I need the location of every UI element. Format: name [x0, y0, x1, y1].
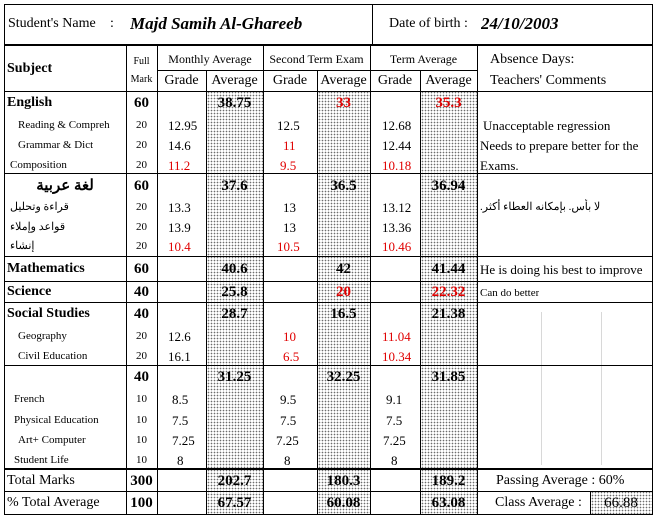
french-second: 9.5 — [280, 391, 297, 407]
math-term-average: 41.44 — [431, 260, 466, 277]
art-term: 7.25 — [383, 432, 406, 448]
geography-term: 11.04 — [382, 328, 411, 344]
full-mark-header-2: Mark — [130, 74, 153, 85]
pe-full: 10 — [136, 413, 147, 426]
term-grade-header: Grade — [377, 73, 413, 88]
name-colon: : — [110, 16, 114, 31]
term-average-shade — [421, 91, 478, 515]
science-monthly-average: 25.8 — [221, 283, 248, 300]
comment-english-2: Needs to prepare better for the — [480, 137, 639, 153]
subject-reading: Reading & Compreh — [18, 118, 110, 131]
second-term-header: Second Term Exam — [269, 52, 364, 66]
grammar-monthly: 14.6 — [168, 137, 191, 153]
ar-reading-second: 13 — [283, 199, 296, 215]
ar-reading-term: 13.12 — [382, 199, 412, 215]
monthly-average-header: Monthly Average — [168, 52, 252, 66]
ar-grammar-term: 13.36 — [382, 219, 412, 235]
teachers-comments-header: Teachers' Comments — [490, 73, 607, 88]
border — [4, 91, 653, 92]
comment-english-1: Unacceptable regression — [483, 117, 611, 133]
other-full: 40 — [134, 368, 149, 385]
english-second-average: 33 — [336, 94, 351, 111]
subject-composition: Composition — [10, 158, 67, 171]
second-average-col-header: Average — [320, 73, 367, 88]
social-monthly-average: 28.7 — [221, 305, 248, 322]
grammar-second: 11 — [283, 137, 296, 153]
border — [4, 514, 653, 515]
passing-average: Passing Average : 60% — [496, 473, 625, 488]
composition-monthly: 11.2 — [168, 157, 191, 173]
subject-french: French — [14, 392, 45, 405]
civil-term: 10.34 — [382, 348, 412, 364]
english-term-average: 35.3 — [435, 94, 462, 111]
percent-total-label: % Total Average — [7, 495, 100, 510]
life-term: 8 — [391, 452, 398, 468]
reading-term: 12.68 — [382, 117, 412, 133]
math-label: Mathematics — [7, 261, 85, 276]
civil-full: 20 — [136, 349, 147, 362]
border — [4, 365, 653, 366]
social-term-average: 21.38 — [431, 305, 466, 322]
math-full: 60 — [134, 260, 149, 277]
second-term-average-shade — [318, 91, 370, 515]
border — [4, 4, 653, 5]
ar-grammar-full: 20 — [136, 220, 147, 233]
grammar-term: 12.44 — [382, 137, 412, 153]
ar-grammar-monthly: 13.9 — [168, 219, 191, 235]
subject-civil-education: Civil Education — [18, 349, 88, 362]
geography-monthly: 12.6 — [168, 328, 191, 344]
subject-arabic-composition: إنشاء — [10, 239, 35, 252]
border — [4, 4, 5, 515]
subject-physical-education: Physical Education — [14, 413, 99, 426]
english-full: 60 — [134, 94, 149, 111]
other-monthly-average: 31.25 — [217, 368, 252, 385]
science-label: Science — [7, 284, 52, 299]
arabic-label: لغة عربية — [36, 177, 94, 194]
composition-term: 10.18 — [382, 157, 412, 173]
second-grade-header: Grade — [272, 73, 308, 88]
science-full: 40 — [134, 283, 149, 300]
term-average-header: Term Average — [389, 52, 458, 66]
grammar-full: 20 — [136, 138, 147, 151]
social-label: Social Studies — [7, 306, 90, 321]
science-second-average: 20 — [336, 283, 351, 300]
math-second-average: 42 — [336, 260, 351, 277]
percent-total-monthly: 67.57 — [217, 494, 252, 511]
percent-total-second: 60.08 — [326, 494, 361, 511]
ar-grammar-second: 13 — [283, 219, 296, 235]
comment-english-3: Exams. — [480, 157, 519, 173]
monthly-grade-header: Grade — [164, 73, 199, 88]
life-full: 10 — [136, 453, 147, 466]
pe-term: 7.5 — [386, 412, 403, 428]
reading-monthly: 12.95 — [168, 117, 198, 133]
comment-arabic: لا بأس. بإمكانه العطاء أكثر. — [480, 200, 601, 213]
total-marks-term: 189.2 — [431, 472, 466, 489]
subject-art-computer: Art+ Computer — [18, 433, 86, 446]
class-average-value: 66.88 — [604, 494, 638, 511]
comment-science: Can do better — [480, 286, 540, 299]
ar-composition-monthly: 10.4 — [168, 238, 191, 254]
total-marks-monthly: 202.7 — [217, 472, 252, 489]
subject-arabic-reading: قراءة وتحليل — [10, 200, 69, 213]
full-mark-header: Full — [133, 56, 150, 67]
border — [4, 44, 653, 46]
arabic-monthly-average: 37.6 — [221, 177, 248, 194]
subject-geography: Geography — [18, 329, 67, 342]
social-full: 40 — [134, 305, 149, 322]
border — [590, 491, 591, 515]
other-term-average: 31.85 — [431, 368, 466, 385]
date-of-birth: 24/10/2003 — [481, 13, 559, 33]
other-second-average: 32.25 — [326, 368, 361, 385]
art-second: 7.25 — [276, 432, 299, 448]
grid-line — [541, 312, 542, 465]
ar-composition-second: 10.5 — [277, 238, 300, 254]
life-monthly: 8 — [177, 452, 184, 468]
absence-days-header: Absence Days: — [490, 52, 575, 67]
comment-math: He is doing his best to improve — [480, 261, 643, 277]
subject-student-life: Student Life — [14, 453, 69, 466]
term-average-col-header: Average — [425, 73, 472, 88]
date-of-birth-label: Date of birth : — [389, 16, 468, 31]
subject-header: Subject — [7, 61, 53, 76]
border — [4, 491, 653, 492]
ar-reading-full: 20 — [136, 200, 147, 213]
border — [4, 173, 653, 174]
arabic-full: 60 — [134, 177, 149, 194]
french-monthly: 8.5 — [172, 391, 189, 407]
english-label: English — [7, 95, 53, 110]
subject-grammar: Grammar & Dict — [18, 138, 94, 151]
grid-line — [601, 312, 602, 465]
social-second-average: 16.5 — [330, 305, 357, 322]
ar-reading-monthly: 13.3 — [168, 199, 191, 215]
art-monthly: 7.25 — [172, 432, 195, 448]
art-full: 10 — [136, 433, 147, 446]
french-full: 10 — [136, 392, 147, 405]
border — [652, 4, 653, 515]
ar-composition-full: 20 — [136, 239, 147, 252]
pe-monthly: 7.5 — [172, 412, 189, 428]
geography-full: 20 — [136, 329, 147, 342]
border — [157, 70, 477, 71]
pe-second: 7.5 — [280, 412, 297, 428]
total-marks-label: Total Marks — [7, 473, 75, 488]
math-monthly-average: 40.6 — [221, 260, 248, 277]
student-name-label: Student's Name — [8, 16, 96, 31]
percent-total-full: 100 — [130, 494, 153, 511]
border — [4, 302, 653, 303]
french-term: 9.1 — [386, 391, 403, 407]
border — [4, 468, 653, 470]
monthly-average-col-header: Average — [211, 73, 258, 88]
composition-second: 9.5 — [280, 157, 297, 173]
total-marks-second: 180.3 — [326, 472, 361, 489]
reading-full: 20 — [136, 118, 147, 131]
border — [4, 256, 653, 257]
arabic-second-average: 36.5 — [330, 177, 357, 194]
science-term-average: 22.32 — [431, 283, 466, 300]
arabic-term-average: 36.94 — [431, 177, 466, 194]
student-name: Majd Samih Al-Ghareeb — [130, 13, 303, 33]
border — [372, 4, 373, 44]
subject-arabic-grammar: قواعد وإملاء — [10, 220, 66, 233]
class-average-label: Class Average : — [495, 495, 582, 510]
ar-composition-term: 10.46 — [382, 238, 412, 254]
percent-total-term: 63.08 — [431, 494, 466, 511]
english-monthly-average: 38.75 — [217, 94, 252, 111]
total-marks-full: 300 — [130, 472, 153, 489]
geography-second: 10 — [283, 328, 296, 344]
civil-monthly: 16.1 — [168, 348, 191, 364]
civil-second: 6.5 — [283, 348, 300, 364]
border — [4, 281, 653, 282]
composition-full: 20 — [136, 158, 147, 171]
life-second: 8 — [284, 452, 291, 468]
reading-second: 12.5 — [277, 117, 300, 133]
monthly-average-shade — [207, 91, 264, 515]
